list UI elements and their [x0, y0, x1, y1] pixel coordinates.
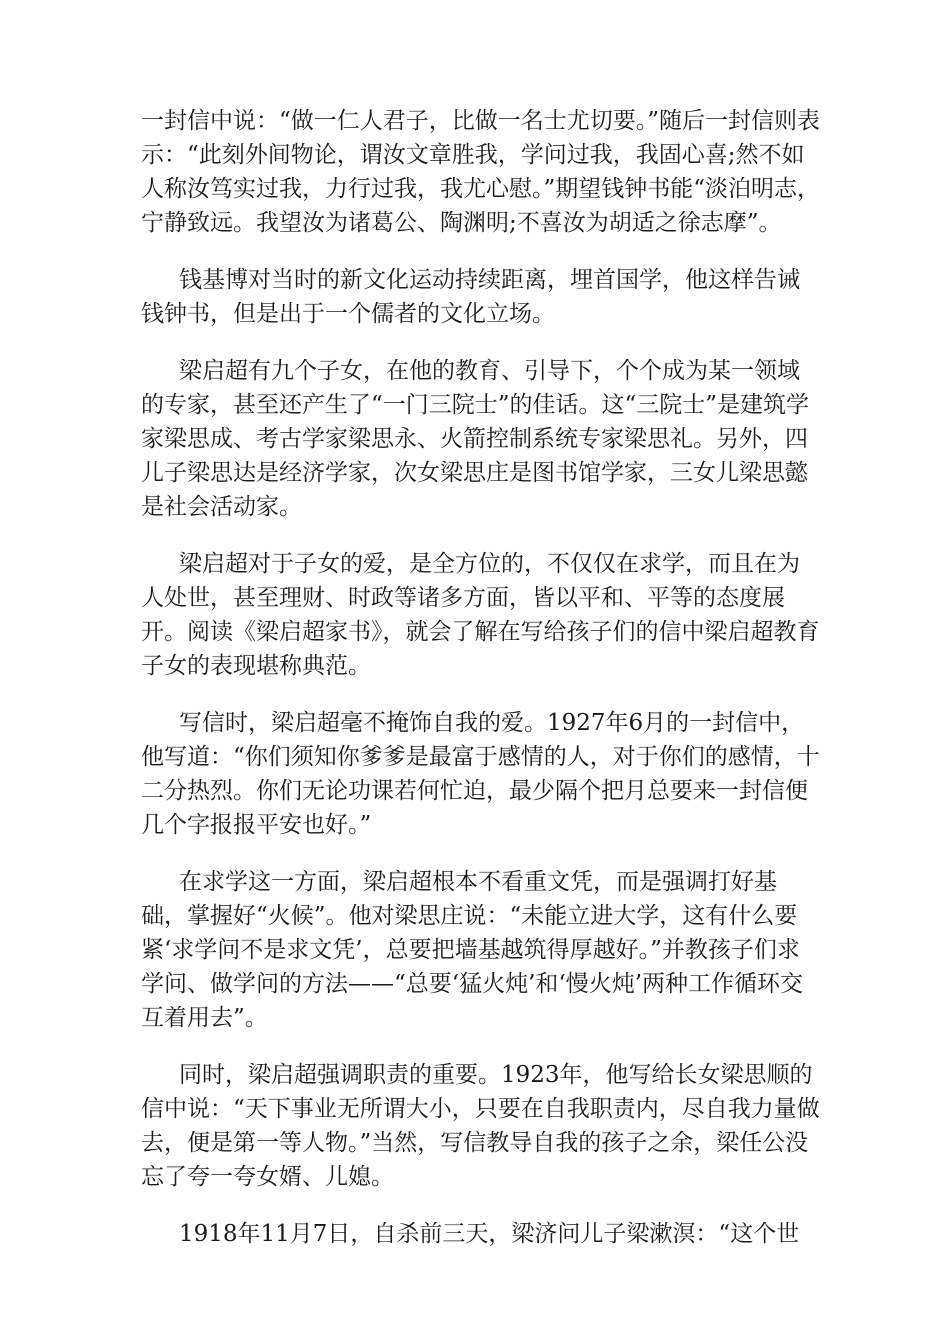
paragraph-7: 同时，梁启超强调职责的重要。1923年，他写给长女梁思顺的信中说：“天下事业无所谓大小，只要在自我职责内，尽自我力量做去，便是第一等人物。”当然，写信教导自我的孩子之余，梁任公没忘了夸一夸女婿、儿媳。	[141, 1062, 820, 1190]
paragraph-1: 一封信中说：“做一仁人君子，比做一名士尤切要。”随后一封信则表示：“此刻外间物论，谓汝文章胜我，学问过我，我固心喜;然不如人称汝笃实过我，力行过我，我尤心慰。”期望钱钟书能“淡泊明志，宁静致远。我望汝为诸葛公、陶渊明;不喜汝为胡适之徐志摩”。	[141, 108, 821, 236]
paragraph-5: 写信时，梁启超毫不掩饰自我的爱。1927年6月的一封信中，他写道：“你们须知你爹爹是最富于感情的人，对于你们的感情，十二分热烈。你们无论功课若何忙迫，最少隔个把月总要来一封信便几个字报报平安也好。”	[141, 710, 820, 838]
paragraph-6: 在求学这一方面，梁启超根本不看重文凭，而是强调打好基础，掌握好“火候”。他对梁思庄说：“未能立进大学，这有什么要紧‘求学问不是求文凭’，总要把墙基越筑得厚越好。”并教孩子们求学问、做学问的方法——“总要‘猛火炖’和‘慢火炖’两种工作循环交互着用去”。	[141, 869, 804, 1031]
document-body	[141, 104, 821, 1274]
paragraph-8: 1918年11月7日，自杀前三天，梁济问儿子梁漱溟：“这个世	[179, 1221, 800, 1247]
paragraph-4: 梁启超对于子女的爱，是全方位的，不仅仅在求学，而且在为人处世，甚至理财、时政等诸多方面，皆以平和、平等的态度展开。阅读《梁启超家书》，就会了解在写给孩子们的信中梁启超教育子女的表现堪称典范。	[141, 551, 820, 679]
paragraph-2: 钱基博对当时的新文化运动持续距离，埋首国学，他这样告诫钱钟书，但是出于一个儒者的文化立场。	[141, 267, 800, 327]
paragraph-3: 梁启超有九个子女，在他的教育、引导下，个个成为某一领域的专家，甚至还产生了“一门三院士”的佳话。这“三院士”是建筑学家梁思成、考古学家梁思永、火箭控制系统专家梁思礼。另外，四儿子梁思达是经济学家，次女梁思庄是图书馆学家，三女儿梁思懿是社会活动家。	[141, 358, 810, 520]
